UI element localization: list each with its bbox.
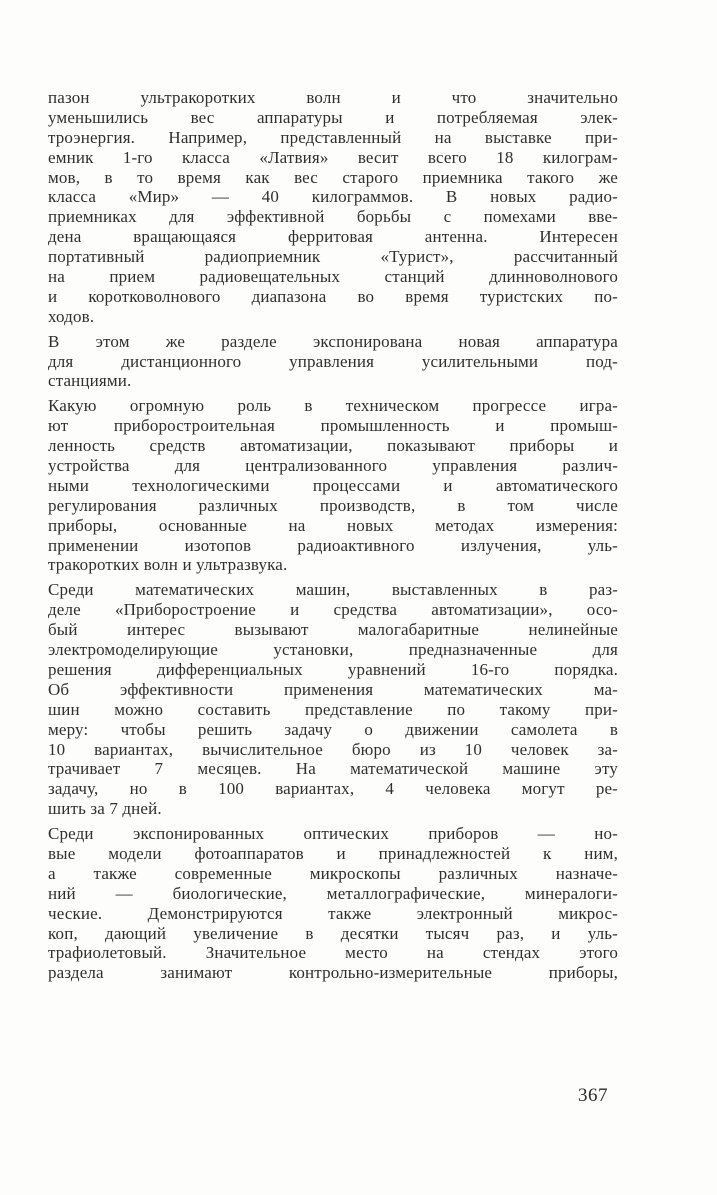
text-line: бый интерес вызывают малогабаритные нелинейные [48, 620, 618, 640]
text-line: коп, дающий увеличение в десятки тысяч раз, и уль- [48, 923, 618, 943]
body-text [48, 88, 618, 983]
text-line: и коротковолнового диапазона во время туристских по- [48, 286, 618, 306]
text-line: ленность средств автоматизации, показывают приборы и [48, 436, 618, 456]
text-line: задачу, но в 100 вариантах, 4 человека могут ре- [48, 779, 618, 799]
text-line: 10 вариантах, вычислительное бюро из 10 человек за- [48, 739, 618, 759]
text-line: деле «Приборостроение и средства автоматизации», осо- [48, 600, 618, 620]
text-line: мов, в то время как вес старого приемника такого же [48, 167, 618, 187]
text-line: шин можно составить представление по такому при- [48, 699, 618, 719]
text-line: раздела занимают контрольно-измерительные приборы, [48, 963, 618, 983]
text-line: на прием радиовещательных станций длинноволнового [48, 267, 618, 287]
text-line: для дистанционного управления усилительными под- [48, 351, 618, 371]
text-line: Какую огромную роль в техническом прогрессе игра- [48, 396, 618, 416]
text-line: трачивает 7 месяцев. На математической машине эту [48, 759, 618, 779]
page-number: 367 [578, 1085, 608, 1106]
text-line: ческие. Демонстрируются также электронный микрос- [48, 903, 618, 923]
text-line: ний — биологические, металлографические, минералоги- [48, 883, 618, 903]
text-line: уменьшились вес аппаратуры и потребляемая элек- [48, 107, 618, 127]
text-line: электромоделирующие установки, предназначенные для [48, 640, 618, 660]
text-line: шить за 7 дней. [48, 799, 162, 819]
text-line: емник 1-го класса «Латвия» весит всего 18 килограм- [48, 147, 618, 167]
text-line: тракоротких волн и ультразвука. [48, 555, 288, 575]
text-line: приборы, основанные на новых методах измерения: [48, 515, 618, 535]
text-line: Среди математических машин, выставленных в раз- [48, 580, 618, 600]
text-line: троэнергия. Например, представленный на выставке при- [48, 127, 618, 147]
text-line: а также современные микроскопы различных назначе- [48, 863, 618, 883]
text-line: меру: чтобы решить задачу о движении самолета в [48, 719, 618, 739]
text-line: ными технологическими процессами и автоматического [48, 475, 618, 495]
text-line: В этом же разделе экспонирована новая аппаратура [48, 331, 618, 351]
text-line: дена вращающаяся ферритовая антенна. Интересен [48, 227, 618, 247]
text-line: решения дифференциальных уравнений 16-го порядка. [48, 659, 618, 679]
text-line: устройства для централизованного управления различ- [48, 456, 618, 476]
text-line: вые модели фотоаппаратов и принадлежностей к ним, [48, 843, 618, 863]
text-line: регулирования различных производств, в том числе [48, 495, 618, 515]
text-line: приемниках для эффективной борьбы с помехами вве- [48, 207, 618, 227]
text-line: класса «Мир» — 40 килограммов. В новых радио- [48, 187, 618, 207]
text-line: ют приборостроительная промышленность и промыш- [48, 416, 618, 436]
text-line: пазон ультракоротких волн и что значительно [48, 88, 618, 107]
text-line: Об эффективности применения математических ма- [48, 679, 618, 699]
text-line: Среди экспонированных оптических приборов — но- [48, 824, 618, 844]
text-line: трафиолетовый. Значительное место на стендах этого [48, 943, 618, 963]
text-line: портативный радиоприемник «Турист», рассчитанный [48, 247, 618, 267]
text-line: станциями. [48, 371, 132, 391]
text-line: применении изотопов радиоактивного излучения, уль- [48, 535, 618, 555]
text-line: ходов. [48, 306, 95, 326]
